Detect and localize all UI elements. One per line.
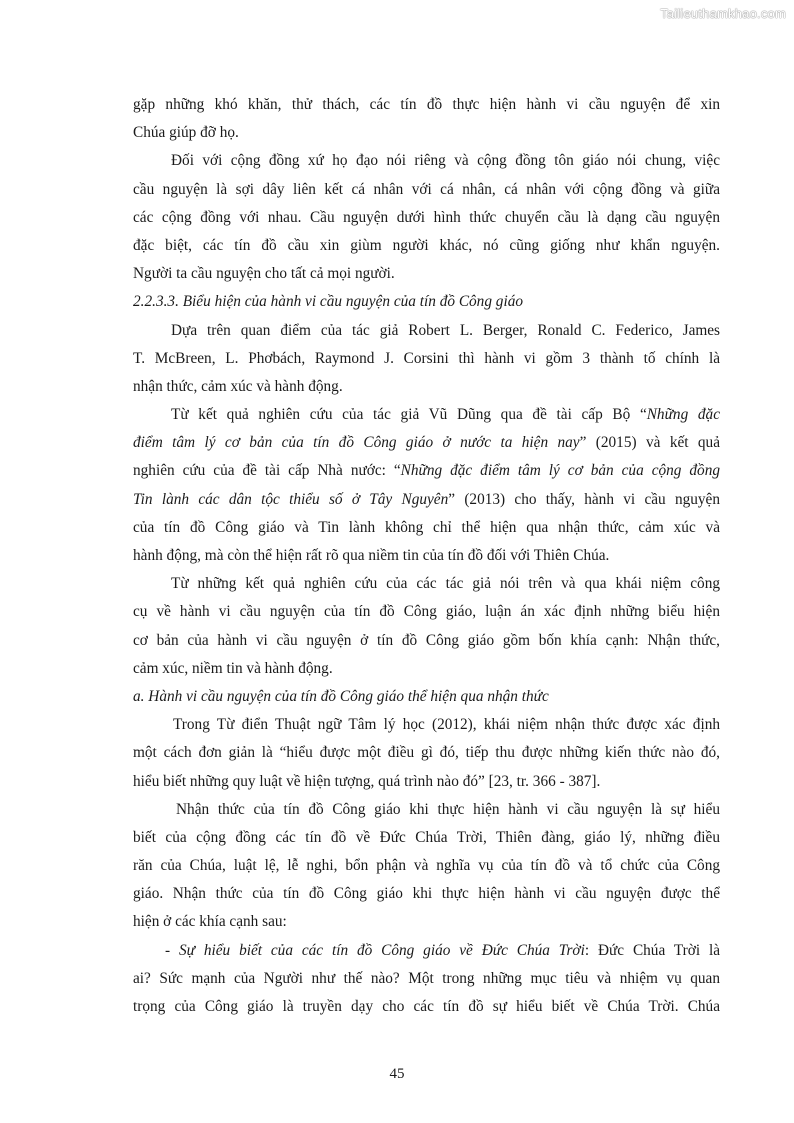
- text-line: hiểu biết những quy luật về hiện tượng, quá trình nào đó” [23, tr. 366 - 387].: [133, 772, 601, 790]
- text-line: [133, 457, 720, 485]
- text-line: Dựa trên quan điểm của tác giả Robert L. Berger, Ronald C. Federico, James: [171, 321, 720, 339]
- section-heading: 2.2.3.3. Biểu hiện của hành vi cầu nguyện của tín đồ Công giáo: [133, 293, 524, 311]
- text-line: Đối với cộng đồng xứ họ đạo nói riêng và cộng đồng tôn giáo nói chung, việc: [171, 152, 720, 170]
- text-line: Nhận thức của tín đồ Công giáo khi thực hiện hành vi cầu nguyện là sự hiểu: [176, 800, 720, 818]
- italic-title: Sự hiểu biết của các tín đồ Công giáo về Đức Chúa Trời: [178, 941, 585, 959]
- page-number: 45: [389, 1066, 405, 1082]
- text-line: Từ những kết quả nghiên cứu của các tác giả nói trên và qua khái niệm công: [171, 575, 720, 593]
- text-line: các cộng đồng với nhau. Cầu nguyện dưới hình thức chuyển cầu là dạng cầu nguyện: [133, 208, 720, 226]
- text-line: Chúa giúp đỡ họ.: [133, 124, 239, 142]
- text-line: gặp những khó khăn, thử thách, các tín đồ thực hiện hành vi cầu nguyện để xin: [133, 96, 720, 113]
- text-run: ” (2015) và kết quả: [579, 434, 720, 452]
- text-line: biết của cộng đồng các tín đồ về Đức Chúa Trời, Thiên đàng, giáo lý, những điều: [133, 828, 720, 846]
- text-run: : Đức Chúa Trời là: [584, 941, 721, 959]
- text-run: -: [165, 941, 179, 959]
- text-line: [133, 937, 720, 965]
- document-body: [133, 91, 720, 1021]
- text-run: nghiên cứu của đề tài cấp Nhà nước: “: [133, 462, 401, 480]
- text-run: Từ kết quả nghiên cứu của tác giả Vũ Dũng qua đề tài cấp Bộ “: [171, 406, 647, 424]
- text-line: hiện ở các khía cạnh sau:: [133, 913, 287, 931]
- text-line: trọng của Công giáo là truyền dạy cho các tín đồ sự hiểu biết về Chúa Trời. Chúa: [133, 998, 720, 1015]
- section-heading: a. Hành vi cầu nguyện của tín đồ Công giáo thể hiện qua nhận thức: [133, 687, 549, 705]
- text-line: Trong Từ điển Thuật ngữ Tâm lý học (2012), khái niệm nhận thức được xác định: [173, 716, 720, 734]
- text-line: của tín đồ Công giáo và Tin lành không chỉ thể hiện qua nhận thức, cảm xúc và: [133, 518, 720, 536]
- text-line: T. McBreen, L. Phơbách, Raymond J. Corsini thì hành vi gồm 3 thành tố chính là: [133, 349, 720, 367]
- watermark: Tailieuthamkhao.com: [660, 6, 786, 21]
- text-line: răn của Chúa, luật lệ, lễ nghi, bổn phận và nghĩa vụ của tín đồ và tổ chức của Công: [133, 857, 720, 875]
- text-line: cơ bản của hành vi cầu nguyện ở tín đồ Công giáo gồm bốn khía cạnh: Nhận thức,: [133, 631, 720, 649]
- italic-title: Tin lành các dân tộc thiểu số ở Tây Nguyên: [133, 490, 449, 508]
- text-line: hành động, mà còn thể hiện rất rõ qua niềm tin của tín đồ đối với Thiên Chúa.: [133, 547, 610, 564]
- text-line: ai? Sức mạnh của Người như thế nào? Một trong những mục tiêu và nhiệm vụ quan: [133, 969, 720, 987]
- italic-title: Những đặc điểm tâm lý cơ bản của cộng đồng: [400, 462, 721, 480]
- text-line: [133, 429, 720, 457]
- text-line: cảm xúc, niềm tin và hành động.: [133, 659, 333, 677]
- text-line: Người ta cầu nguyện cho tất cả mọi người.: [133, 265, 395, 283]
- italic-title: Những đặc: [646, 406, 720, 424]
- text-line: [133, 486, 720, 514]
- text-line: đặc biệt, các tín đồ cầu xin giùm người khác, nó cũng giống như khẩn nguyện.: [133, 236, 720, 254]
- text-line: [133, 401, 720, 429]
- italic-title: điểm tâm lý cơ bản của tín đồ Công giáo ở nước ta hiện nay: [133, 434, 580, 452]
- text-line: một cách đơn giản là “hiểu được một điều gì đó, tiếp thu được những kiến thức nào đó,: [133, 744, 720, 762]
- text-line: giáo. Nhận thức của tín đồ Công giáo khi thực hiện hành vi cầu nguyện được thể: [133, 885, 720, 903]
- text-line: cầu nguyện là sợi dây liên kết cá nhân với cá nhân, cá nhân với cộng đồng và giữa: [133, 180, 720, 198]
- text-line: cụ về hành vi cầu nguyện của tín đồ Công giáo, luận án xác định những biểu hiện: [133, 603, 720, 621]
- text-run: ” (2013) cho thấy, hành vi cầu nguyện: [448, 490, 720, 508]
- text-line: nhận thức, cảm xúc và hành động.: [133, 377, 343, 395]
